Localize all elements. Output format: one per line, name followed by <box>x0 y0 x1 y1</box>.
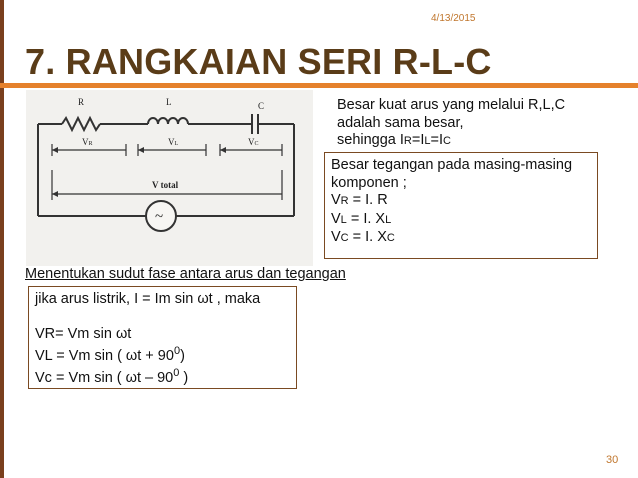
vl-phase-formula: VL = Vm sin ( $\omega t + 90^0$) <box>35 345 185 364</box>
slide-date: 4/13/2015 <box>431 13 476 24</box>
phase-spacer <box>35 309 296 326</box>
label-c: C <box>258 101 265 111</box>
current-line-3: sehingga IR=IL=IC <box>337 132 451 148</box>
rlc-circuit-diagram <box>26 90 313 266</box>
page-number: 30 <box>606 454 619 466</box>
phase-info-box <box>28 286 297 389</box>
vc-phase-formula: Vc = Vm sin ( ωt – $90^0$ ) <box>35 367 189 387</box>
vl-formula: VL = I. XL <box>331 210 392 227</box>
title-underline <box>0 83 638 88</box>
current-line-1: Besar kuat arus yang melalui R,L,C <box>337 97 566 113</box>
phase-line-1: jika arus listrik, I = Im sin ωt , maka <box>35 291 261 307</box>
label-l: L <box>166 97 172 107</box>
diagram-background <box>26 90 313 266</box>
current-info-box <box>330 93 596 150</box>
voltage-line-2: komponen ; <box>331 174 407 191</box>
current-line-2: adalah sama besar, <box>337 114 464 131</box>
vc-formula: VC = I. XC <box>331 229 395 245</box>
vr-formula: VR = I. R <box>331 192 388 208</box>
label-vr: VR <box>82 137 93 147</box>
label-vtotal: V total <box>152 180 179 190</box>
voltage-line-1: Besar tegangan pada masing-masing <box>331 157 573 173</box>
ac-source-symbol: ~ <box>155 209 164 225</box>
label-vc: VC <box>248 137 259 147</box>
left-accent-band <box>0 0 4 478</box>
label-vl: VL <box>168 137 179 147</box>
label-r: R <box>78 97 85 107</box>
voltage-info-box <box>324 152 598 259</box>
slide-title: 7. RANGKAIAN SERI R-L-C <box>25 41 492 82</box>
vr-phase-formula: VR= Vm sin ωt <box>35 325 132 342</box>
phase-heading: Menentukan sudut fase antara arus dan tegangan <box>25 266 346 282</box>
